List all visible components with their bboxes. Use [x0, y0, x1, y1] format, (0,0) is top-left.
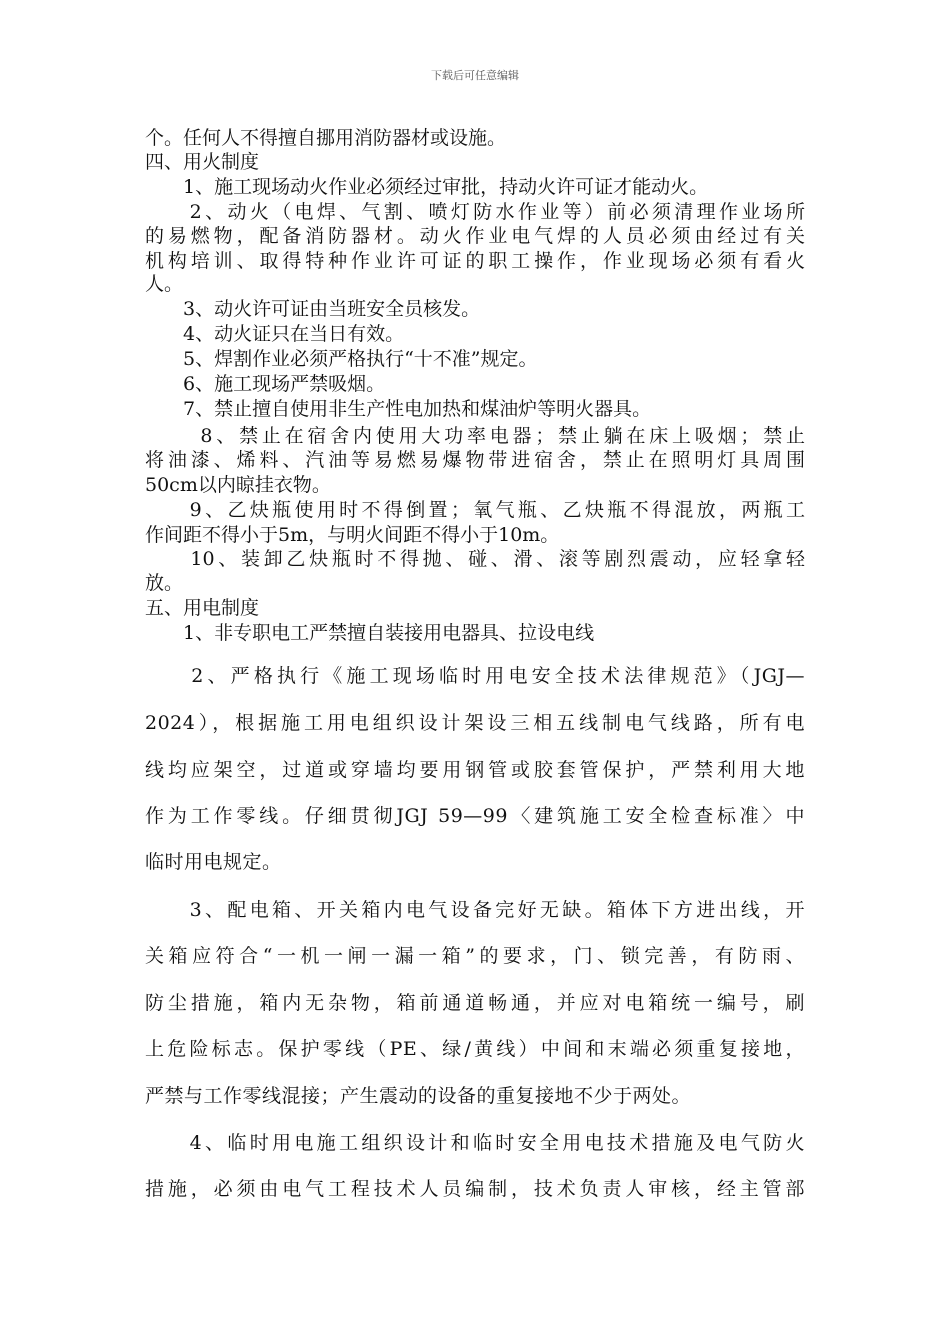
text-line: 作间距不得小于5m，与明火间距不得小于10m。 — [145, 524, 560, 546]
text-line: 8、禁止在宿舍内使用大功率电器；禁止躺在床上吸烟；禁止 — [145, 425, 805, 447]
section-heading: 五、用电制度 — [145, 597, 260, 619]
text-line: 线均应架空，过道或穿墙均要用钢管或胶套管保护，严禁利用大地 — [145, 759, 805, 781]
text-line: 6、施工现场严禁吸烟。 — [145, 373, 386, 395]
text-line: 4、临时用电施工组织设计和临时安全用电技术措施及电气防火 — [145, 1132, 805, 1154]
text-line: 上危险标志。保护零线（PE、绿/黄线）中间和末端必须重复接地， — [145, 1038, 805, 1060]
text-line: 1、施工现场动火作业必须经过审批，持动火许可证才能动火。 — [145, 176, 709, 198]
text-line: 临时用电规定。 — [145, 851, 282, 873]
text-line: 关箱应符合“一机一闸一漏一箱”的要求，门、锁完善，有防雨、 — [145, 945, 805, 967]
text-line: 措施，必须由电气工程技术人员编制，技术负责人审核，经主管部 — [145, 1178, 805, 1200]
text-line: 2024），根据施工用电组织设计架设三相五线制电气线路，所有电 — [145, 712, 805, 734]
text-line: 5、焊割作业必须严格执行“十不准”规定。 — [145, 348, 538, 370]
text-line: 放。 — [145, 572, 184, 594]
text-line: 3、动火许可证由当班安全员核发。 — [145, 298, 481, 320]
section-heading: 四、用火制度 — [145, 151, 260, 173]
text-line: 的易燃物，配备消防器材。动火作业电气焊的人员必须由经过有关 — [145, 225, 805, 247]
text-line: 7、禁止擅自使用非生产性电加热和煤油炉等明火器具。 — [145, 398, 652, 420]
text-line: 人。 — [145, 273, 184, 295]
text-line: 50cm以内晾挂衣物。 — [145, 474, 331, 496]
text-line: 10、装卸乙炔瓶时不得抛、碰、滑、滚等剧烈震动，应轻拿轻 — [145, 548, 805, 570]
text-line: 1、非专职电工严禁擅自装接用电器具、拉设电线 — [145, 622, 595, 644]
text-line: 将油漆、烯料、汽油等易燃易爆物带进宿舍，禁止在照明灯具周围 — [145, 449, 805, 471]
text-line: 2、严格执行《施工现场临时用电安全技术法律规范》（JGJ— — [145, 665, 805, 687]
text-line: 9、乙炔瓶使用时不得倒置；氧气瓶、乙炔瓶不得混放，两瓶工 — [145, 499, 805, 521]
page-header: 下载后可任意编辑 — [431, 69, 519, 82]
text-line: 严禁与工作零线混接；产生震动的设备的重复接地不少于两处。 — [145, 1085, 692, 1107]
text-line: 防尘措施，箱内无杂物，箱前通道畅通，并应对电箱统一编号，刷 — [145, 992, 805, 1014]
text-line: 作为工作零线。仔细贯彻JGJ 59—99〈建筑施工安全检查标准〉中 — [145, 805, 805, 827]
text-line: 2、动火（电焊、气割、喷灯防水作业等）前必须清理作业场所 — [145, 201, 805, 223]
text-line: 4、动火证只在当日有效。 — [145, 323, 405, 345]
text-line: 机构培训、取得特种作业许可证的职工操作，作业现场必须有看火 — [145, 250, 805, 272]
text-line: 3、配电箱、开关箱内电气设备完好无缺。箱体下方进出线，开 — [145, 899, 805, 921]
text-line: 个。任何人不得擅自挪用消防器材或设施。 — [145, 127, 507, 149]
